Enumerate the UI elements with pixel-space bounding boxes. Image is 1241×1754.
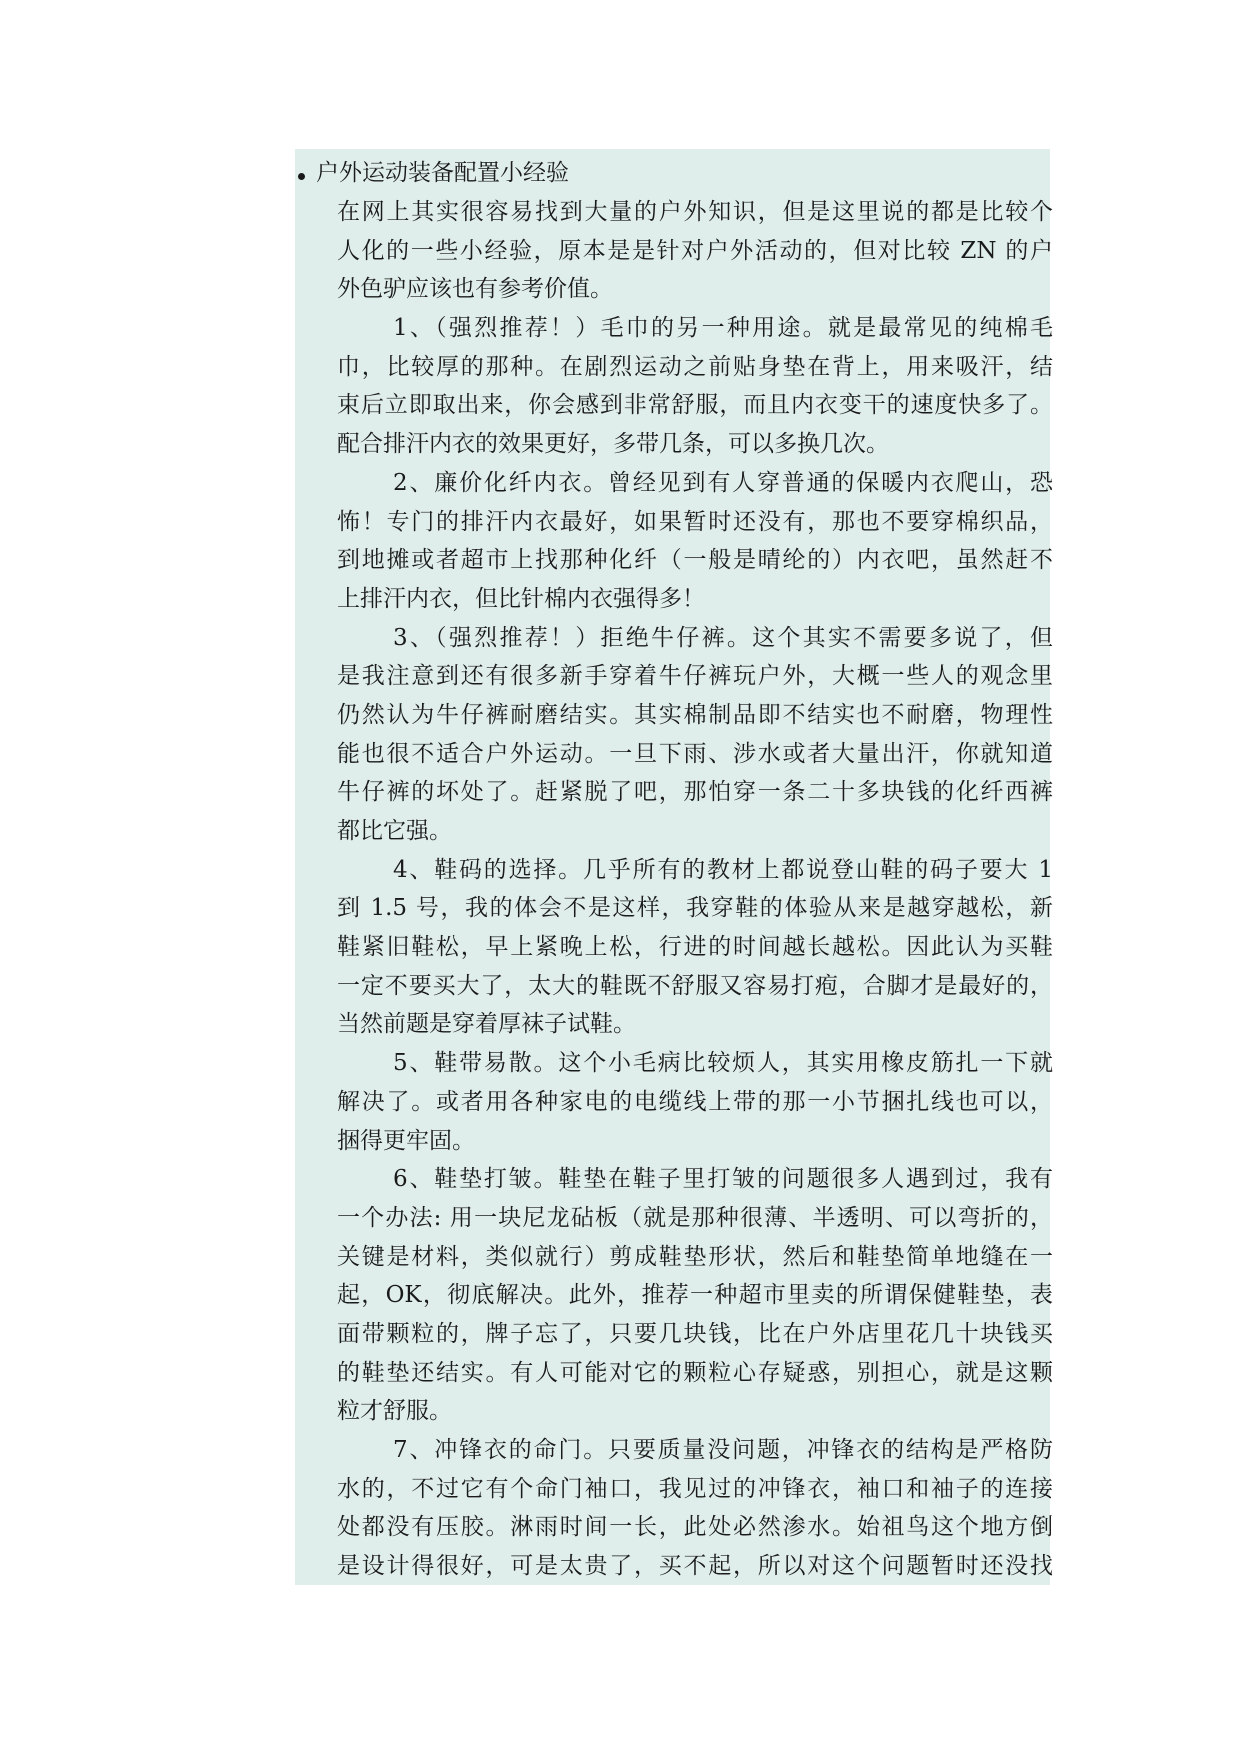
article-line: 外色驴应该也有参考价值。 bbox=[337, 276, 613, 303]
article-line: 一个办法: 用一块尼龙砧板（就是那种很薄、半透明、可以弯折的， bbox=[337, 1204, 1053, 1231]
article-line: 关键是材料，类似就行）剪成鞋垫形状，然后和鞋垫简单地缝在一 bbox=[337, 1243, 1053, 1270]
article-body bbox=[337, 193, 1053, 1586]
article-line: 6、鞋垫打皱。鞋垫在鞋子里打皱的问题很多人遇到过，我有 bbox=[393, 1166, 1053, 1193]
article-line: 到地摊或者超市上找那种化纤（一般是晴纶的）内衣吧，虽然赶不 bbox=[337, 547, 1053, 574]
article-line: 是我注意到还有很多新手穿着牛仔裤玩户外，大概一些人的观念里 bbox=[337, 663, 1053, 690]
article-line: 2、廉价化纤内衣。曾经见到有人穿普通的保暖内衣爬山，恐 bbox=[393, 469, 1053, 496]
article-heading-row bbox=[295, 155, 569, 191]
article-line: 牛仔裤的坏处了。赶紧脱了吧，那怕穿一条二十多块钱的化纤西裤 bbox=[337, 779, 1053, 806]
article-line: 4、鞋码的选择。几乎所有的教材上都说登山鞋的码子要大 1 bbox=[393, 856, 1053, 883]
article-line: 3、（强烈推荐！）拒绝牛仔裤。这个其实不需要多说了，但 bbox=[393, 624, 1053, 651]
article-line: 一定不要买大了，太大的鞋既不舒服又容易打疱，合脚才是最好的， bbox=[337, 972, 1053, 999]
article-line: 束后立即取出来，你会感到非常舒服，而且内衣变干的速度快多了。 bbox=[337, 392, 1053, 419]
article-line: 配合排汗内衣的效果更好，多带几条，可以多换几次。 bbox=[337, 431, 889, 458]
article-line: 粒才舒服。 bbox=[337, 1398, 452, 1425]
article-title: 户外运动装备配置小经验 bbox=[316, 160, 569, 186]
article-line: 7、冲锋衣的命门。只要质量没问题，冲锋衣的结构是严格防 bbox=[393, 1437, 1053, 1463]
article-line: 怖！专门的排汗内衣最好，如果暂时还没有，那也不要穿棉织品， bbox=[337, 508, 1053, 535]
article-line: 在网上其实很容易找到大量的户外知识，但是这里说的都是比较个 bbox=[337, 199, 1053, 225]
article-line: 水的，不过它有个命门袖口，我见过的冲锋衣，袖口和袖子的连接 bbox=[337, 1475, 1053, 1502]
article-line: 捆得更牢固。 bbox=[337, 1127, 475, 1154]
article-line: 处都没有压胶。淋雨时间一长，此处必然渗水。始祖鸟这个地方倒 bbox=[337, 1514, 1053, 1541]
article-line: 人化的一些小经验，原本是是针对户外活动的，但对比较 ZN 的户 bbox=[337, 237, 1053, 264]
article-line: 上排汗内衣，但比针棉内衣强得多！ bbox=[337, 585, 705, 612]
article-line: 能也很不适合户外运动。一旦下雨、涉水或者大量出汗，你就知道 bbox=[337, 740, 1053, 767]
article-line: 仍然认为牛仔裤耐磨结实。其实棉制品即不结实也不耐磨，物理性 bbox=[337, 701, 1053, 728]
article-line: 的鞋垫还结实。有人可能对它的颗粒心存疑惑，别担心，就是这颗 bbox=[337, 1359, 1053, 1386]
article-line: 起，OK，彻底解决。此外，推荐一种超市里卖的所谓保健鞋垫，表 bbox=[337, 1282, 1053, 1309]
article-line: 巾，比较厚的那种。在剧烈运动之前贴身垫在背上，用来吸汗，结 bbox=[337, 353, 1053, 380]
article-line: 5、鞋带易散。这个小毛病比较烦人，其实用橡皮筋扎一下就 bbox=[393, 1050, 1053, 1077]
bullet-icon bbox=[298, 173, 305, 180]
article-line: 鞋紧旧鞋松，早上紧晚上松，行进的时间越长越松。因此认为买鞋 bbox=[337, 934, 1053, 961]
article-line: 1、（强烈推荐！）毛巾的另一种用途。就是最常见的纯棉毛 bbox=[393, 315, 1053, 342]
article-line: 是设计得很好，可是太贵了，买不起，所以对这个问题暂时还没找 bbox=[337, 1553, 1053, 1580]
article-line: 到 1.5 号，我的体会不是这样，我穿鞋的体验从来是越穿越松，新 bbox=[337, 895, 1053, 922]
article-line: 解决了。或者用各种家电的电缆线上带的那一小节捆扎线也可以， bbox=[337, 1088, 1053, 1115]
article-line: 当然前题是穿着厚袜子试鞋。 bbox=[337, 1011, 636, 1038]
article-line: 都比它强。 bbox=[337, 818, 452, 844]
article-line: 面带颗粒的，牌子忘了，只要几块钱，比在户外店里花几十块钱买 bbox=[337, 1320, 1053, 1347]
